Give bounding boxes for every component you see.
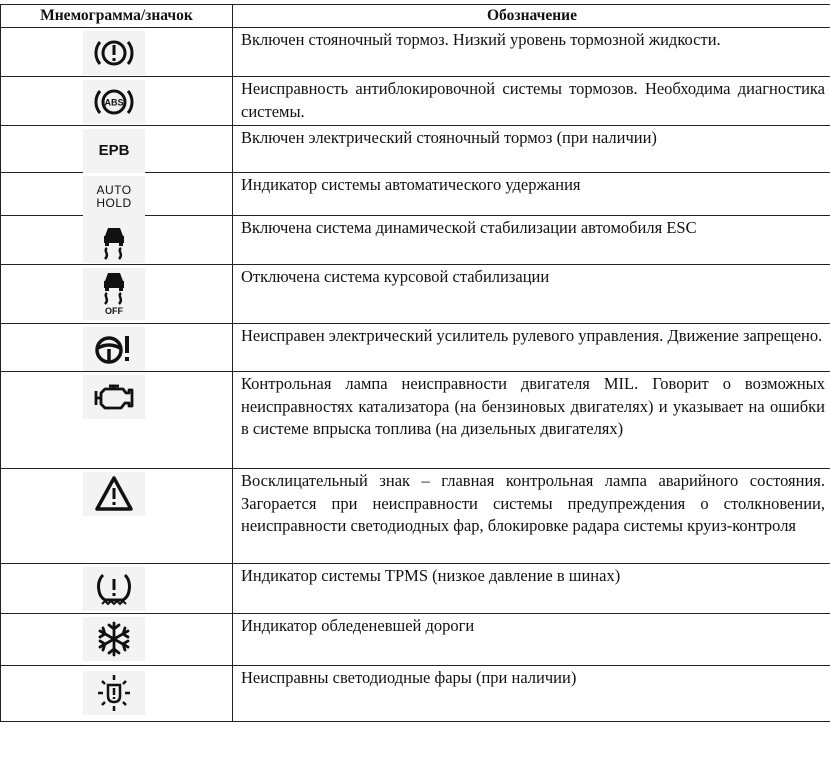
esc-off-icon bbox=[83, 268, 145, 320]
snowflake-icon bbox=[83, 617, 145, 661]
table-row bbox=[1, 372, 830, 469]
check-engine-icon bbox=[83, 375, 145, 419]
table-row bbox=[1, 77, 830, 126]
row-description: Отключена система курсовой стабилизации bbox=[241, 267, 550, 286]
table-row bbox=[1, 173, 830, 216]
row-description: Неисправность антиблокировочной системы тормозов. Необходима диагностика системы. bbox=[241, 79, 825, 121]
header-icon-column: Мнемограмма/значок bbox=[1, 5, 233, 27]
row-description: Неисправны светодиодные фары (при наличии) bbox=[241, 668, 577, 687]
led-headlight-fault-icon bbox=[83, 671, 145, 715]
esc-off-label: OFF bbox=[105, 306, 123, 316]
svg-text:ABS: ABS bbox=[104, 97, 124, 108]
table-row bbox=[1, 126, 830, 173]
header-description-column: Обозначение bbox=[486, 7, 577, 24]
row-description: Включена система динамической стабилизации автомобиля ESC bbox=[241, 218, 697, 237]
row-description: Индикатор системы автоматического удержания bbox=[241, 175, 581, 194]
table-row bbox=[1, 666, 830, 722]
auto-hold-label-bottom: HOLD bbox=[96, 196, 132, 210]
epb-icon: EPB bbox=[83, 129, 145, 173]
warning-triangle-icon bbox=[83, 472, 145, 516]
row-description: Контрольная лампа неисправности двигателя MIL. Говорит о возможных неисправностях катализатора (на бензиновых двигателях) и указывает на ошибки в системе впрыска топлива (на дизельных двигателях) bbox=[241, 374, 825, 438]
table-row bbox=[1, 469, 830, 564]
row-description: Включен стояночный тормоз. Низкий уровень тормозной жидкости. bbox=[241, 30, 721, 49]
parking-brake-icon bbox=[83, 31, 145, 75]
esc-icon bbox=[83, 219, 145, 263]
table-row bbox=[1, 564, 830, 614]
row-description: Восклицательный знак – главная контрольная лампа аварийного состояния. Загорается при неисправности системы предупреждения о столкновении, неисправности светодиодных фар, блокировке радара системы круиз-контроля bbox=[241, 471, 825, 535]
abs-icon bbox=[83, 80, 145, 124]
table-row bbox=[1, 28, 830, 77]
table-row bbox=[1, 614, 830, 666]
auto-hold-label-top: AUTO bbox=[96, 183, 132, 197]
table-row bbox=[1, 324, 830, 372]
steering-warning-icon bbox=[83, 327, 145, 371]
row-description: Индикатор обледеневшей дороги bbox=[241, 616, 475, 635]
table-row bbox=[1, 265, 830, 324]
auto-hold-icon bbox=[83, 176, 145, 220]
table-row bbox=[1, 216, 830, 265]
tpms-icon bbox=[83, 567, 145, 611]
table-header bbox=[1, 5, 830, 28]
row-description: Включен электрический стояночный тормоз (при наличии) bbox=[241, 128, 657, 147]
row-description: Неисправен электрический усилитель рулевого управления. Движение запрещено. bbox=[241, 326, 823, 345]
row-description: Индикатор системы TPMS (низкое давление в шинах) bbox=[241, 566, 621, 585]
signals-table bbox=[0, 4, 830, 722]
